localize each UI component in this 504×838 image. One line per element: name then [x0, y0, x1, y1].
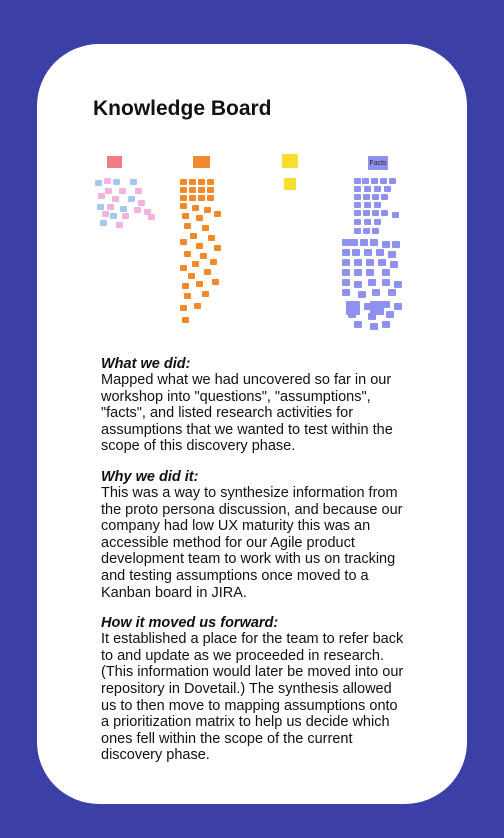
- assumption-note: [214, 211, 221, 217]
- assumption-note: [190, 233, 197, 239]
- fact-note: [354, 186, 361, 192]
- fact-note: [342, 289, 350, 296]
- fact-note: [354, 228, 361, 234]
- knowledge-board-image: [92, 147, 422, 327]
- assumption-note: [188, 273, 195, 279]
- fact-note: [384, 186, 391, 192]
- fact-note: [382, 279, 390, 286]
- fact-note: [364, 219, 371, 225]
- assumption-note: [184, 251, 191, 257]
- fact-note: [352, 249, 360, 256]
- assumption-note: [198, 195, 205, 201]
- assumption-note: [208, 235, 215, 241]
- assumption-note: [180, 187, 187, 193]
- section-heading: What we did:: [101, 356, 191, 372]
- question-note: [107, 204, 114, 210]
- fact-note: [371, 178, 378, 184]
- fact-note: [374, 186, 381, 192]
- fact-note: [388, 289, 396, 296]
- assumption-note: [200, 253, 207, 259]
- question-note: [105, 188, 112, 194]
- sections: [101, 356, 409, 778]
- fact-note: [382, 269, 390, 276]
- section-body: Mapped what we had uncovered so far in our workshop into "questions", "assumptions", "facts", and listed research activities for assumptions that we wanted to test within the scope of this discovery phase.: [101, 372, 393, 455]
- section-how-it-moved-us-forward: [101, 615, 409, 764]
- assumption-note: [180, 305, 187, 311]
- facts-header-note: Facts: [368, 156, 388, 170]
- fact-note: [382, 241, 390, 248]
- fact-note: [346, 301, 360, 315]
- fact-note: [354, 219, 361, 225]
- assumption-note: [202, 225, 209, 231]
- fact-note: [380, 178, 387, 184]
- assumption-note: [182, 213, 189, 219]
- question-note: [98, 193, 105, 199]
- fact-note: [363, 228, 370, 234]
- question-note: [122, 213, 129, 219]
- assumptions-header-note: [193, 156, 210, 168]
- fact-note: [354, 281, 362, 288]
- question-note: [97, 204, 104, 210]
- fact-note: [354, 259, 362, 266]
- fact-note: [370, 301, 384, 315]
- fact-note: [386, 311, 394, 318]
- fact-note: [372, 194, 379, 200]
- fact-note: [354, 210, 361, 216]
- fact-note: [390, 261, 398, 268]
- fact-note: [362, 178, 369, 184]
- fact-note: [342, 239, 350, 246]
- question-note: [100, 220, 107, 226]
- section-heading: How it moved us forward:: [101, 615, 279, 632]
- assumption-note: [182, 317, 189, 323]
- question-note: [110, 213, 117, 219]
- question-note: [130, 179, 137, 185]
- question-note: [134, 207, 141, 213]
- assumption-note: [180, 239, 187, 245]
- page-title: Knowledge Board: [93, 97, 272, 120]
- question-note: [128, 196, 135, 202]
- fact-note: [366, 259, 374, 266]
- assumption-note: [184, 223, 191, 229]
- fact-note: [370, 239, 378, 246]
- fact-note: [354, 194, 361, 200]
- question-note: [119, 188, 126, 194]
- fact-note: [382, 321, 390, 328]
- question-note: [148, 214, 155, 220]
- assumption-note: [192, 261, 199, 267]
- fact-note: [354, 178, 361, 184]
- assumption-note: [196, 243, 203, 249]
- assumption-note: [207, 179, 214, 185]
- section-heading: Why we did it:: [101, 468, 199, 485]
- fact-note: [354, 202, 361, 208]
- question-note: [113, 179, 120, 185]
- fact-note: [372, 289, 380, 296]
- assumption-note: [189, 195, 196, 201]
- assumption-note: [198, 179, 205, 185]
- fact-note: [374, 202, 381, 208]
- fact-note: [354, 321, 362, 328]
- assumption-note: [204, 269, 211, 275]
- fact-note: [363, 194, 370, 200]
- assumption-note: [189, 179, 196, 185]
- section-body: This was a way to synthesize information from the proto persona discussion, and because our company had low UX maturity this was an accessible method for our Agile product development team to work with us on tracking and testing assumptions once moved to a Kanban board in JIRA.: [101, 484, 403, 601]
- question-note: [112, 196, 119, 202]
- fact-note: [381, 210, 388, 216]
- assumption-note: [180, 203, 187, 209]
- assumption-note: [192, 205, 199, 211]
- fact-note: [364, 249, 372, 256]
- fact-note: [342, 269, 350, 276]
- fact-note: [354, 269, 362, 276]
- assumption-note: [194, 303, 201, 309]
- fact-note: [368, 279, 376, 286]
- assumption-note: [180, 195, 187, 201]
- research-note: [284, 178, 296, 190]
- content-card: [37, 44, 467, 804]
- fact-note: [358, 291, 366, 298]
- fact-note: [381, 194, 388, 200]
- assumption-note: [182, 283, 189, 289]
- question-note: [120, 206, 127, 212]
- section-what-we-did: [101, 356, 409, 455]
- fact-note: [378, 259, 386, 266]
- assumption-note: [180, 265, 187, 271]
- assumption-note: [189, 187, 196, 193]
- question-note: [104, 178, 111, 184]
- fact-note: [366, 269, 374, 276]
- fact-note: [364, 186, 371, 192]
- assumption-note: [204, 207, 211, 213]
- assumption-note: [212, 279, 219, 285]
- fact-note: [370, 323, 378, 330]
- fact-note: [389, 178, 396, 184]
- fact-note: [350, 239, 358, 246]
- fact-note: [363, 210, 370, 216]
- assumption-note: [210, 259, 217, 265]
- assumption-note: [214, 245, 221, 251]
- question-note: [102, 211, 109, 217]
- fact-note: [394, 303, 402, 310]
- research-header-note: [282, 154, 298, 168]
- fact-note: [342, 259, 350, 266]
- fact-note: [342, 279, 350, 286]
- fact-note: [360, 239, 368, 246]
- fact-note: [372, 210, 379, 216]
- assumption-note: [184, 293, 191, 299]
- fact-note: [372, 228, 379, 234]
- fact-note: [342, 249, 350, 256]
- question-note: [135, 188, 142, 194]
- assumption-note: [202, 291, 209, 297]
- fact-note: [364, 202, 371, 208]
- assumption-note: [198, 187, 205, 193]
- fact-note: [388, 251, 396, 258]
- question-note: [116, 222, 123, 228]
- fact-note: [392, 212, 399, 218]
- questions-header-note: [107, 156, 122, 168]
- fact-note: [376, 249, 384, 256]
- fact-note: [392, 241, 400, 248]
- question-note: [138, 200, 145, 206]
- assumption-note: [207, 187, 214, 193]
- assumption-note: [207, 195, 214, 201]
- fact-note: [374, 219, 381, 225]
- assumption-note: [196, 281, 203, 287]
- question-note: [95, 180, 102, 186]
- assumption-note: [196, 215, 203, 221]
- assumption-note: [180, 179, 187, 185]
- section-why-we-did-it: [101, 469, 409, 601]
- section-body: It established a place for the team to refer back to and update as we proceeded in research. (This information would later be moved into our repository in Dovetail.) The synthesis allowed us to then move to mapping assumptions onto a prioritization matrix to help us decide which ones fell within the scope of the current discovery phase.: [101, 631, 404, 764]
- fact-note: [394, 281, 402, 288]
